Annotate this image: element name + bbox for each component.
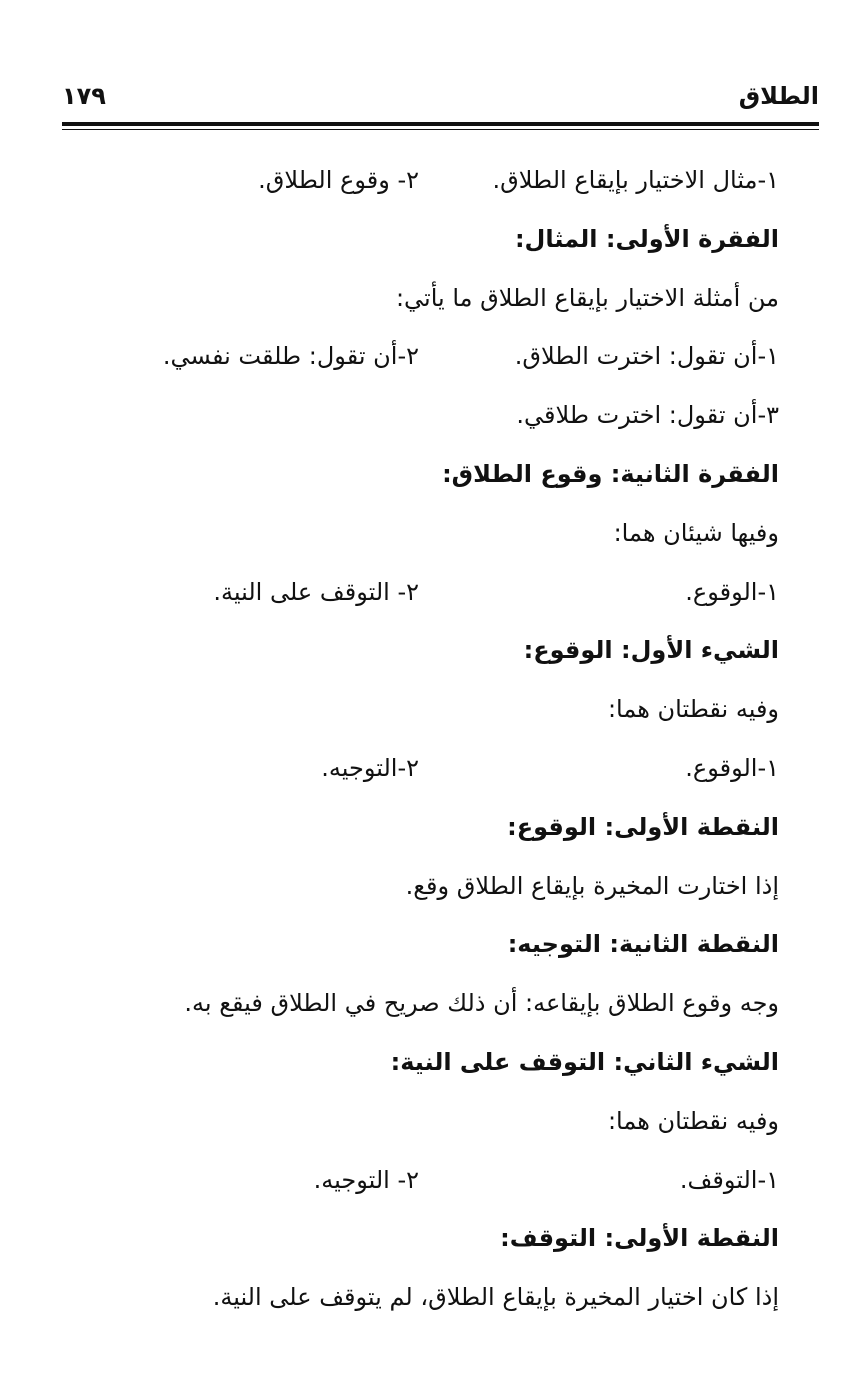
enumeration-item: ١-أن تقول: اخترت الطلاق. [514, 342, 779, 371]
page-header [62, 82, 819, 122]
enumeration-item: ٢-أن تقول: طلقت نفسي. [162, 342, 419, 371]
enumeration-item: ١-الوقوع. [685, 577, 779, 606]
section-heading: النقطة الأولى: التوقف: [500, 1224, 779, 1253]
enumeration-item: ١-مثال الاختيار بإيقاع الطلاق. [492, 166, 779, 194]
header-rule-thin [62, 129, 819, 130]
page-number: ١٧٩ [62, 82, 106, 110]
section-heading: الشيء الثاني: التوقف على النية: [390, 1048, 779, 1076]
paragraph-line: إذا كان اختيار المخيرة بإيقاع الطلاق، لم يتوقف على النية. [212, 1283, 779, 1312]
section-heading: النقطة الثانية: التوجيه: [507, 930, 779, 959]
enumeration-item: ٢- التوقف على النية. [213, 577, 419, 606]
running-title: الطلاق [738, 82, 819, 110]
paragraph-line: وفيه نقطتان هما: [607, 1106, 779, 1135]
header-rule-thick [62, 122, 819, 126]
paragraph-line: إذا اختارت المخيرة بإيقاع الطلاق وقع. [405, 871, 779, 900]
section-heading: الشيء الأول: الوقوع: [523, 636, 779, 665]
enumeration-item: ٢- التوجيه. [313, 1165, 419, 1194]
paragraph-line: وفيها شيئان هما: [613, 518, 779, 547]
paragraph-line: من أمثلة الاختيار بإيقاع الطلاق ما يأتي: [395, 283, 779, 312]
paragraph-line: وفيه نقطتان هما: [607, 695, 779, 724]
section-heading: الفقرة الثانية: وقوع الطلاق: [442, 460, 779, 488]
enumeration-item: ١-الوقوع. [685, 754, 779, 782]
enumeration-item: ٢-التوجيه. [321, 754, 419, 782]
paragraph-line: وجه وقوع الطلاق بإيقاعه: أن ذلك صريح في الطلاق فيقع به. [184, 989, 779, 1018]
enumeration-item: ١-التوقف. [679, 1165, 779, 1194]
paragraph-line: ٣-أن تقول: اخترت طلاقي. [516, 401, 779, 430]
enumeration-item: ٢- وقوع الطلاق. [258, 166, 419, 194]
section-heading: الفقرة الأولى: المثال: [514, 224, 779, 253]
section-heading: النقطة الأولى: الوقوع: [507, 812, 779, 841]
